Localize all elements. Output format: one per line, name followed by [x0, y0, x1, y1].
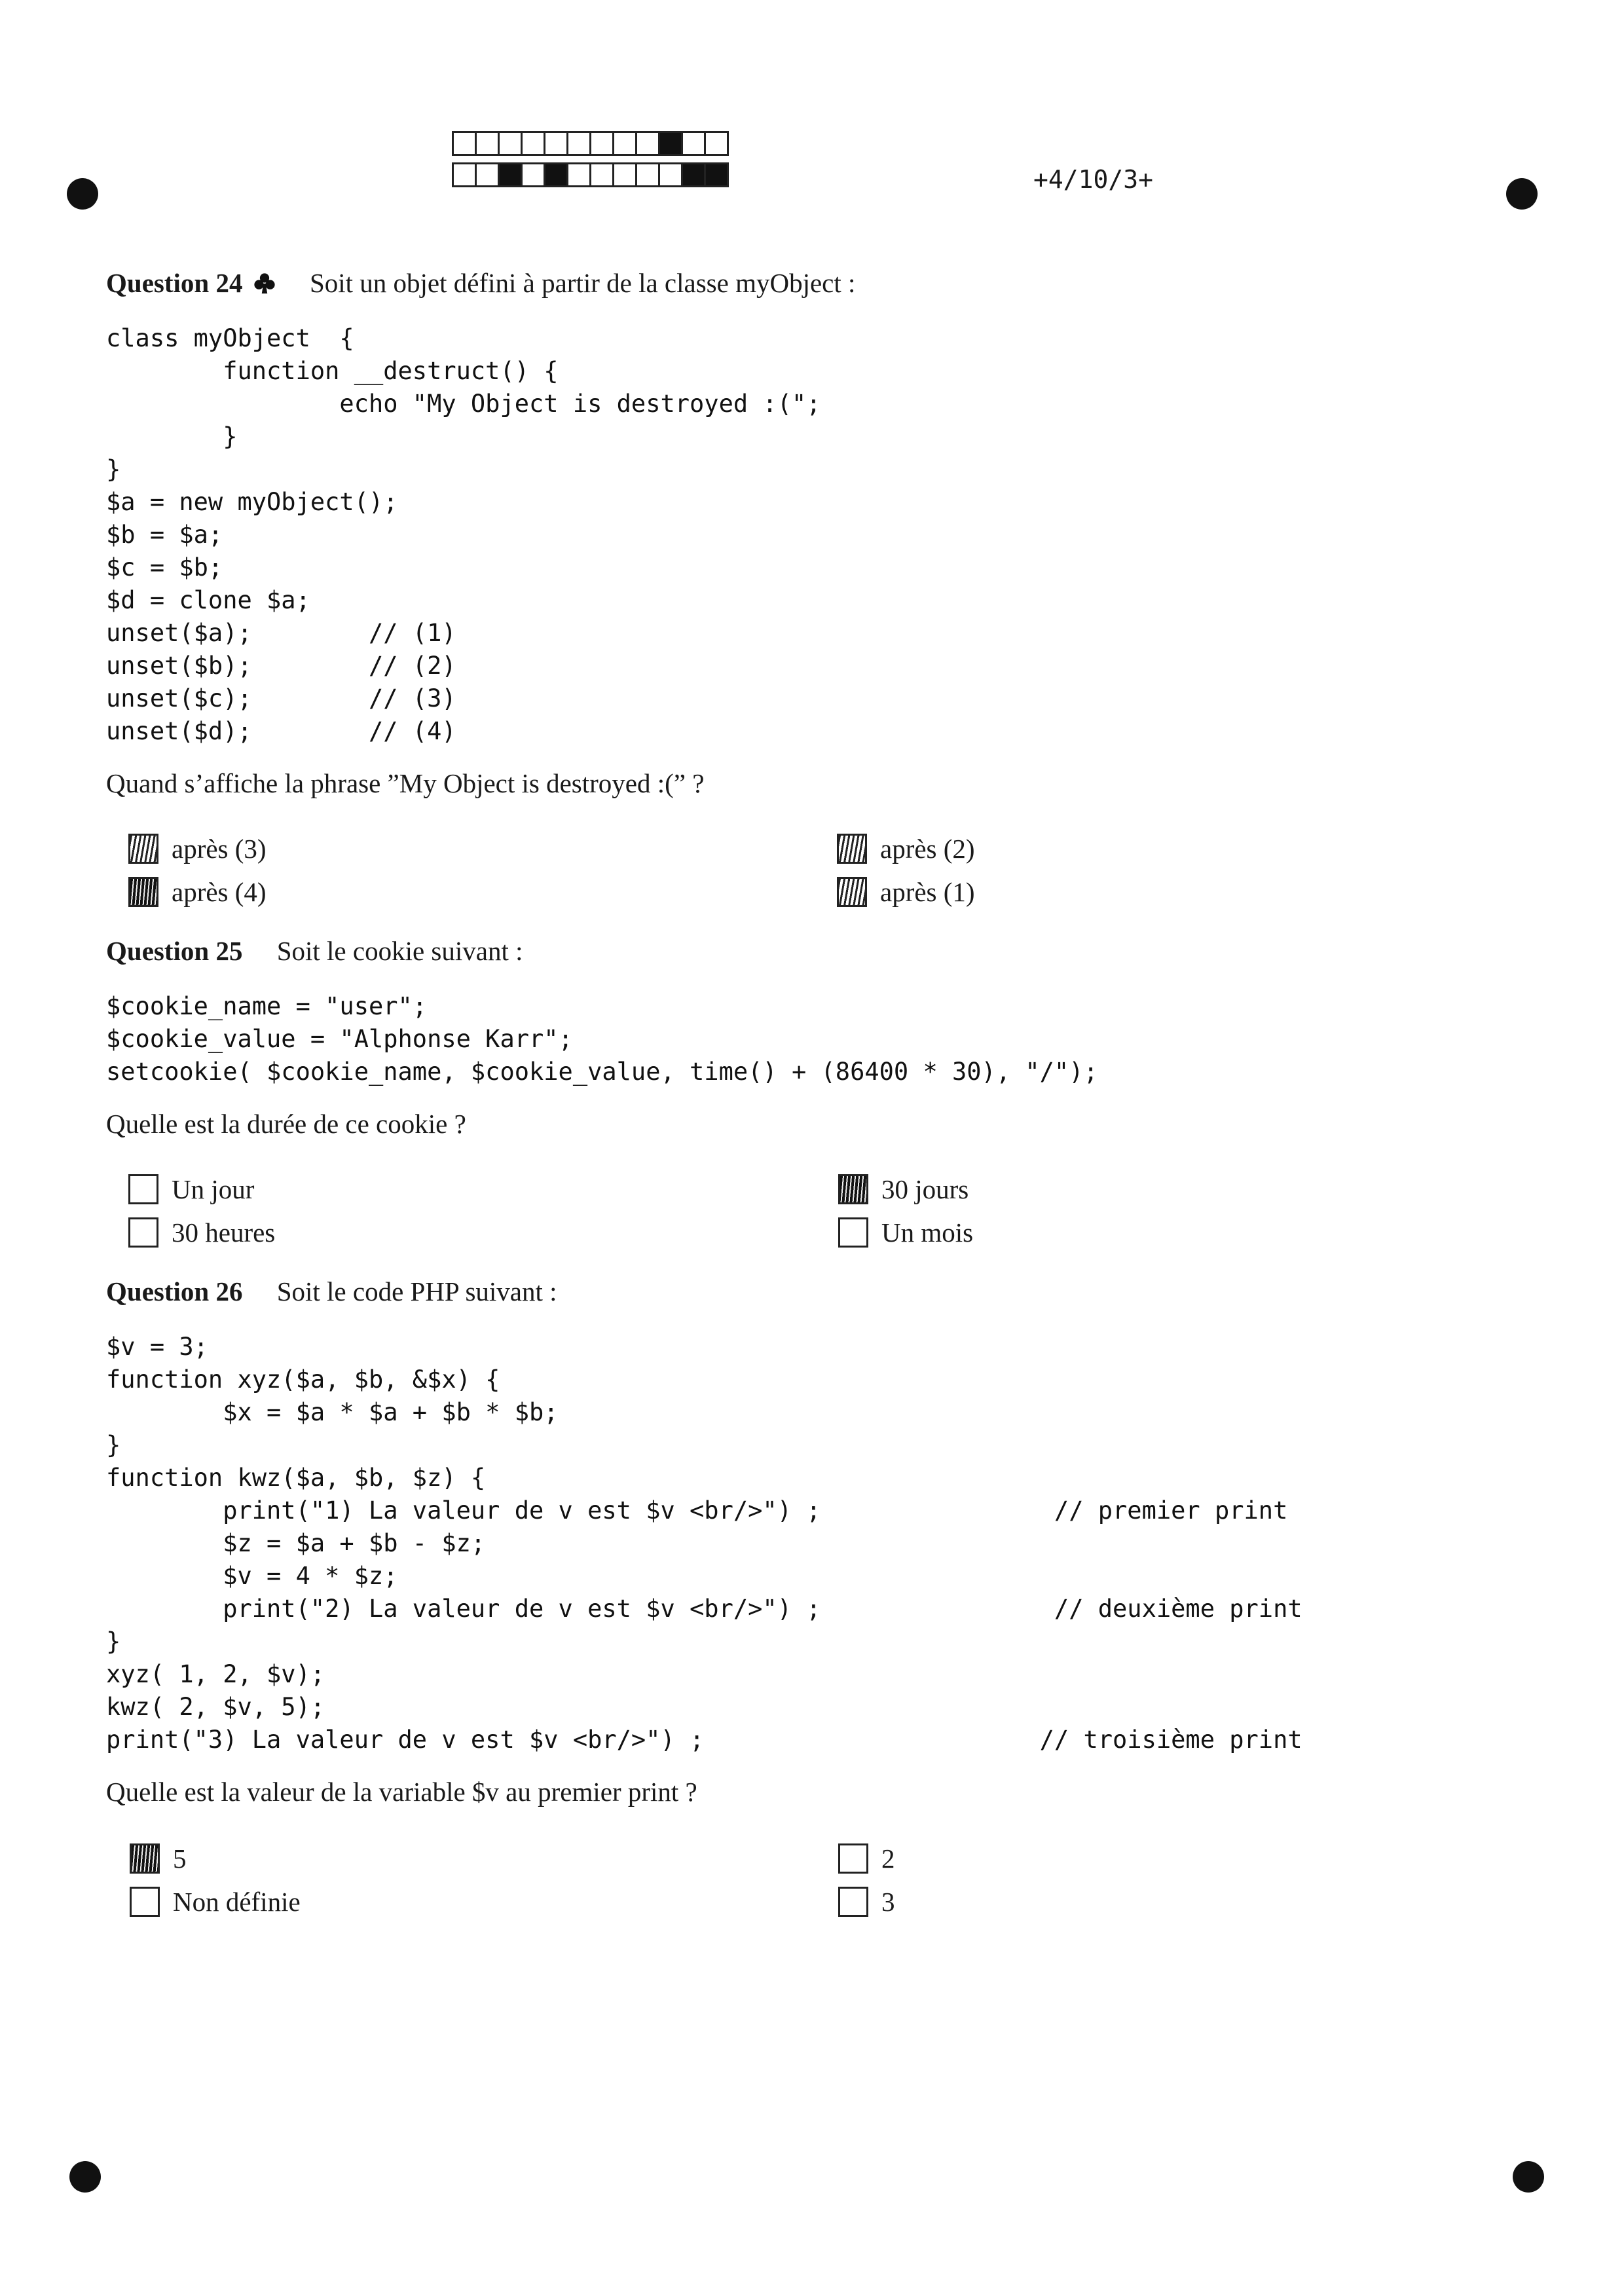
- club-icon: [253, 272, 276, 295]
- checkbox-icon[interactable]: [128, 834, 158, 864]
- answer-label: après (4): [172, 877, 267, 907]
- registration-mark-top-right: [1506, 178, 1538, 210]
- code-line: print("1) La valeur de v est $v <br/>") ; // premier print: [106, 1496, 1288, 1525]
- code-cell: [544, 162, 568, 187]
- code-cell: [498, 162, 523, 187]
- code-cell: [612, 162, 637, 187]
- code-cell: [658, 131, 683, 156]
- code-cell: [521, 162, 545, 187]
- code-line: $cookie_name = "user";: [106, 992, 428, 1020]
- registration-mark-bottom-left: [69, 2161, 101, 2193]
- code-line: $d = clone $a;: [106, 586, 310, 614]
- answer-checkbox[interactable]: [838, 1886, 895, 1917]
- answer-checkbox[interactable]: [130, 1886, 301, 1917]
- answer-checkbox[interactable]: [837, 876, 975, 908]
- code-line: unset($a); // (1): [106, 619, 456, 647]
- question-24-header: [106, 267, 855, 299]
- code-cell: [635, 131, 660, 156]
- code-cell: [612, 131, 637, 156]
- code-cell: [635, 162, 660, 187]
- code-cell: [704, 162, 729, 187]
- code-line: unset($d); // (4): [106, 717, 456, 745]
- code-cell: [589, 162, 614, 187]
- question-number: Question 26: [106, 1276, 243, 1306]
- answer-label: 30 jours: [881, 1174, 969, 1204]
- answer-label: Non définie: [173, 1887, 301, 1917]
- checkbox-icon[interactable]: [130, 1887, 160, 1917]
- code-cell: [681, 162, 706, 187]
- answer-label: 30 heures: [172, 1217, 276, 1248]
- page-id: +4/10/3+: [1033, 165, 1154, 194]
- answer-label: 2: [881, 1843, 895, 1874]
- code-line: $x = $a * $a + $b * $b;: [106, 1398, 559, 1426]
- question-26-code: [106, 1331, 1302, 1756]
- checkbox-icon[interactable]: [128, 1217, 158, 1248]
- question-number: Question 24: [106, 268, 243, 298]
- code-line: $cookie_value = "Alphonse Karr";: [106, 1025, 573, 1053]
- checkbox-icon[interactable]: [838, 1217, 868, 1248]
- page-code-row-1: [452, 131, 727, 156]
- code-line: function __destruct() {: [106, 357, 559, 385]
- answer-checkbox[interactable]: [838, 1843, 895, 1874]
- checkbox-icon[interactable]: [838, 1843, 868, 1874]
- code-line: kwz( 2, $v, 5);: [106, 1693, 325, 1721]
- answer-checkbox[interactable]: [837, 833, 975, 864]
- checkbox-icon[interactable]: [838, 1887, 868, 1917]
- code-line: }: [106, 422, 238, 451]
- code-line: print("2) La valeur de v est $v <br/>") ; // deuxième print: [106, 1595, 1302, 1623]
- answer-checkbox[interactable]: [128, 1174, 254, 1205]
- question-25-code: [106, 990, 1098, 1088]
- question-24-code: [106, 322, 821, 748]
- registration-mark-top-left: [67, 178, 98, 210]
- code-cell: [589, 131, 614, 156]
- page-code-row-2: [452, 162, 727, 187]
- code-line: $v = 4 * $z;: [106, 1562, 398, 1590]
- checkbox-icon[interactable]: [838, 1174, 868, 1204]
- code-line: unset($c); // (3): [106, 684, 456, 713]
- answer-checkbox[interactable]: [128, 876, 267, 908]
- answer-label: 5: [173, 1843, 187, 1874]
- answer-label: Un mois: [881, 1217, 974, 1248]
- code-cell: [452, 131, 477, 156]
- checkbox-icon[interactable]: [130, 1843, 160, 1874]
- question-text: Soit un objet défini à partir de la classe myObject :: [309, 268, 856, 298]
- code-line: $a = new myObject();: [106, 488, 398, 516]
- answer-checkbox[interactable]: [128, 1217, 275, 1248]
- code-cell: [475, 131, 500, 156]
- code-line: $v = 3;: [106, 1333, 208, 1361]
- checkbox-icon[interactable]: [128, 877, 158, 907]
- code-line: setcookie( $cookie_name, $cookie_value, time() + (86400 * 30), "/");: [106, 1058, 1098, 1086]
- code-line: }: [106, 1627, 121, 1656]
- code-cell: [681, 131, 706, 156]
- code-cell: [566, 131, 591, 156]
- answer-checkbox[interactable]: [838, 1217, 973, 1248]
- code-line: }: [106, 455, 121, 483]
- answer-label: après (3): [172, 834, 267, 864]
- question-text: Soit le cookie suivant :: [276, 936, 523, 966]
- code-line: function kwz($a, $b, $z) {: [106, 1464, 486, 1492]
- code-cell: [475, 162, 500, 187]
- answer-checkbox[interactable]: [838, 1174, 969, 1205]
- code-line: print("3) La valeur de v est $v <br/>") ; // troisième print: [106, 1726, 1302, 1754]
- code-cell: [566, 162, 591, 187]
- question-text: Soit le code PHP suivant :: [276, 1276, 557, 1306]
- code-cell: [452, 162, 477, 187]
- registration-mark-bottom-right: [1513, 2161, 1544, 2193]
- question-24-prompt: Quand s’affiche la phrase ”My Object is destroyed :(” ?: [106, 768, 705, 798]
- code-cell: [658, 162, 683, 187]
- answer-checkbox[interactable]: [128, 833, 267, 864]
- question-25-header: [106, 935, 523, 967]
- code-line: }: [106, 1431, 121, 1459]
- code-line: $c = $b;: [106, 553, 223, 582]
- code-cell: [544, 131, 568, 156]
- answer-label: après (1): [880, 877, 975, 907]
- answer-label: Un jour: [172, 1174, 255, 1204]
- code-line: xyz( 1, 2, $v);: [106, 1660, 325, 1688]
- question-number: Question 25: [106, 936, 243, 966]
- answer-label: 3: [881, 1887, 895, 1917]
- question-25-prompt: Quelle est la durée de ce cookie ?: [106, 1109, 466, 1139]
- code-line: $z = $a + $b - $z;: [106, 1529, 486, 1557]
- question-26-header: [106, 1276, 557, 1307]
- code-line: function xyz($a, $b, &$x) {: [106, 1365, 500, 1394]
- code-cell: [498, 131, 523, 156]
- code-line: $b = $a;: [106, 521, 223, 549]
- answer-checkbox[interactable]: [130, 1843, 187, 1874]
- code-line: unset($b); // (2): [106, 652, 456, 680]
- answer-label: après (2): [880, 834, 975, 864]
- checkbox-icon[interactable]: [128, 1174, 158, 1204]
- code-line: class myObject {: [106, 324, 354, 352]
- question-26-prompt: Quelle est la valeur de la variable $v au premier print ?: [106, 1777, 697, 1807]
- checkbox-icon[interactable]: [837, 877, 867, 907]
- code-cell: [704, 131, 729, 156]
- code-cell: [521, 131, 545, 156]
- code-line: echo "My Object is destroyed :(";: [106, 390, 821, 418]
- checkbox-icon[interactable]: [837, 834, 867, 864]
